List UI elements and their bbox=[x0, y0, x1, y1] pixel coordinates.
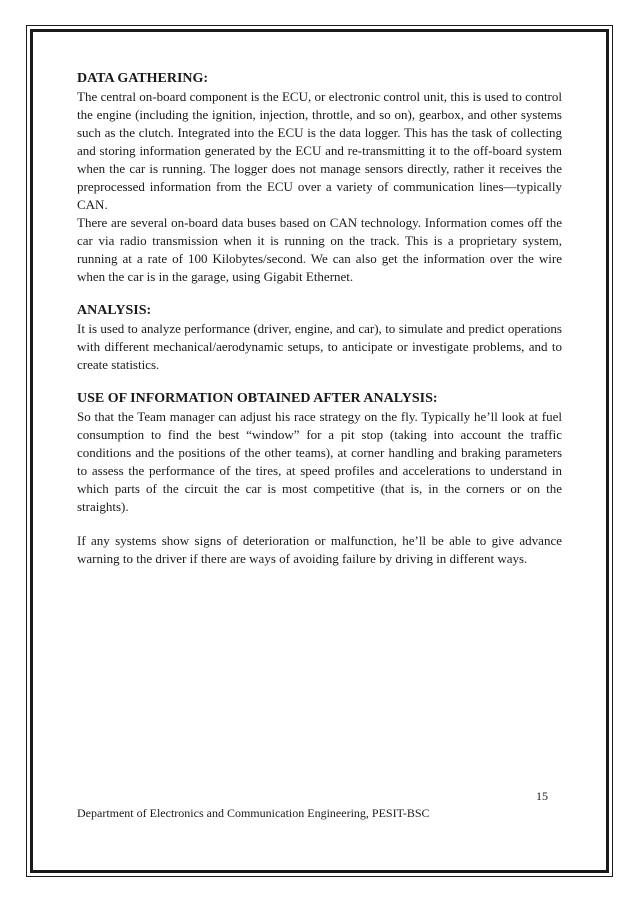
paragraph-race-strategy: So that the Team manager can adjust his race strategy on the fly. Typically he’ll look at fuel consumption to find the best “window” for a pit stop (taking into account the traffic conditions and the positions of the other teams), at corner handling and braking parameters to assess the performance of the tires, at speed profiles and accelerations to understand in which parts of the circuit the car is most competitive (that is, in the corners or on the straights). bbox=[77, 409, 562, 514]
spacer bbox=[77, 516, 562, 532]
paragraph-malfunction-warning: If any systems show signs of deterioration or malfunction, he’ll be able to give advance warning to the driver if there are ways of avoiding failure by driving in different ways. bbox=[77, 533, 562, 566]
paragraph-ecu-overview: The central on-board component is the ECU, or electronic control unit, this is used to control the engine (including the ignition, injection, throttle, and so on), gearbox, and other systems such as the clutch. Integrated into the ECU is the data logger. This has the task of collecting and storing information generated by the ECU and re-transmitting it to the off-board system when the car is running. The logger does not manage sensors directly, rather it receives the preprocessed information from the ECU over a variety of communication lines—typically CAN. bbox=[77, 89, 562, 212]
section-heading-use-of-information: USE OF INFORMATION OBTAINED AFTER ANALYSIS: bbox=[77, 391, 438, 406]
section-heading-data-gathering: DATA GATHERING: bbox=[77, 71, 209, 86]
page-number: 15 bbox=[536, 789, 548, 803]
page-content bbox=[77, 70, 562, 568]
section-heading-analysis: ANALYSIS: bbox=[77, 303, 152, 318]
spacer bbox=[77, 374, 562, 390]
spacer bbox=[77, 286, 562, 302]
page-footer: Department of Electronics and Communication Engineering, PESIT-BSC bbox=[77, 806, 430, 820]
paragraph-can-buses: There are several on-board data buses based on CAN technology. Information comes off the car via radio transmission when it is running on the track. This is a proprietary system, running at a rate of 100 Kilobytes/second. We can also get the information over the wire when the car is in the garage, using Gigabit Ethernet. bbox=[77, 215, 562, 284]
paragraph-analysis: It is used to analyze performance (driver, engine, and car), to simulate and predict operations with different mechanical/aerodynamic setups, to anticipate or investigate problems, and to create statistics. bbox=[77, 321, 562, 372]
